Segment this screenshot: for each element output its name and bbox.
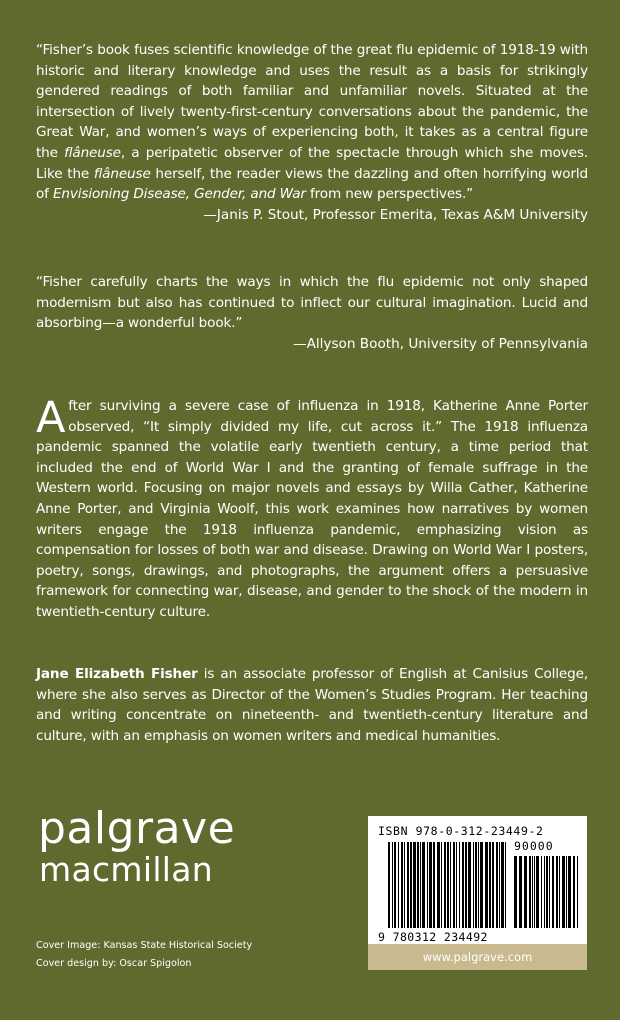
cover-image-credit: Cover Image: Kansas State Historical Society [36, 940, 253, 951]
isbn-label: ISBN 978-0-312-23449-2 [378, 824, 544, 838]
barcode-bar [388, 842, 390, 928]
barcode-bar [427, 842, 428, 928]
barcode-bar [489, 842, 491, 928]
barcode-bar [534, 856, 535, 928]
barcode-bar [456, 842, 457, 928]
barcode-bar [453, 842, 455, 928]
barcode-bar [450, 842, 451, 928]
barcode-bar [519, 856, 522, 928]
barcode-bar [532, 856, 533, 928]
barcode-bar [514, 856, 517, 928]
publisher-url: www.palgrave.com [368, 944, 587, 970]
barcode-bar [556, 856, 558, 928]
barcode-bar [417, 842, 419, 928]
barcode-bar [562, 856, 565, 928]
barcode-bar [401, 842, 403, 928]
publisher-logo [38, 803, 236, 889]
barcode-bar [480, 842, 483, 928]
barcode-bar [437, 842, 440, 928]
drop-cap: A [36, 393, 66, 443]
price-addon: 90000 [514, 839, 554, 853]
barcode-bar [433, 842, 435, 928]
barcode-bar [429, 842, 432, 928]
barcode-bar [404, 842, 405, 928]
barcode-bar [447, 842, 449, 928]
barcode-bar [524, 856, 527, 928]
barcode-bar [492, 842, 494, 928]
barcode-bar [485, 842, 488, 928]
barcode-bar [473, 842, 474, 928]
description-text: After surviving a severe case of influenza in 1918, Katherine Anne Porter observed, “It simply divided my life, cut across it.” The 1918 influenza pandemic spanned the volatile early twentieth century, a time period that included the end of World War I and the granting of female suffrage in the Western world. Focusing on major novels and essays by Willa Cather, Katherine Anne Porter, and Virginia Woolf, this work examines how narratives by women writers engage the 1918 influenza pandemic, emphasizing vision as compensation for losses of both war and disease. Drawing on World War I posters, poetry, songs, drawings, and photographs, the argument offers a persuasive framework for connecting war, disease, and gender to the shock of the modern in twentieth-century culture. [36, 393, 588, 620]
barcode-bar [475, 842, 477, 928]
barcode-bar [465, 842, 467, 928]
barcode-bar [444, 842, 446, 928]
barcode-bar [568, 856, 571, 928]
barcode-bar [392, 842, 393, 928]
barcode-bar [536, 856, 539, 928]
barcode-bar [552, 856, 554, 928]
ean-digits: 9 780312 234492 [378, 930, 488, 944]
cover-credits [36, 937, 252, 973]
bio-text: Jane Elizabeth Fisher is an associate professor of English at Canisius College, where she also serves as Director of the Women’s Studies Program. Her teaching and writing concentrate on nineteenth- and twentieth-century literature and culture, with an emphasis on women writers and medical humanities. [36, 666, 588, 744]
barcode-bar [505, 842, 506, 928]
barcode-bar [566, 856, 567, 928]
quote-attribution: —Janis P. Stout, Professor Emerita, Texas A&M University [203, 206, 588, 223]
barcode-bar [468, 842, 471, 928]
barcode-bar [410, 842, 412, 928]
barcode-bar [459, 842, 460, 928]
barcode-bar [496, 842, 498, 928]
barcode-bar [559, 856, 560, 928]
author-name: Jane Elizabeth Fisher [36, 666, 198, 682]
quote-text: “Fisher’s book fuses scientific knowledge of the great flu epidemic of 1918-19 with historic and literary knowledge and uses the result as a basis for strikingly gendered readings of both familiar and unfamiliar novels. Situated at the intersection of lively twenty-first-century conversations about the pandemic, the Great War, and women’s ways of experiencing both, it takes as a central figure the flâneuse, a peripatetic observer of the spectacle through which she moves. Like the flâneuse herself, the reader views the dazzling and often horrifying world of Envisioning Disease, Gender, and War from new perspectives.” [36, 42, 588, 203]
logo-palgrave: palgrave [38, 803, 236, 854]
barcode-bar [413, 842, 416, 928]
barcode-bar [573, 856, 575, 928]
barcode-bar [544, 856, 545, 928]
barcode-bar [422, 842, 425, 928]
review-quote-stout [36, 40, 588, 225]
barcode-bar [420, 842, 421, 928]
barcode-bar [499, 842, 500, 928]
barcode-bar [541, 856, 542, 928]
barcode-bar [462, 842, 464, 928]
cover-design-credit: Cover design by: Oscar Spigolon [36, 958, 192, 969]
barcode-bar [546, 856, 548, 928]
barcode-bar [441, 842, 442, 928]
book-description [36, 393, 588, 623]
barcode-bar [577, 856, 578, 928]
barcode-bar [501, 842, 504, 928]
review-quote-booth [36, 272, 588, 354]
barcode-bar [529, 856, 531, 928]
barcode-bar [407, 842, 409, 928]
quote-text: “Fisher carefully charts the ways in which the flu epidemic not only shaped modernism but also has continued to inflect our cultural imagination. Lucid and absorbing—a wonderful book.” [36, 274, 588, 332]
barcode-bar [549, 856, 550, 928]
quote-attribution: —Allyson Booth, University of Pennsylvania [292, 335, 588, 352]
barcode-bar [398, 842, 399, 928]
logo-macmillan: macmillan [39, 850, 214, 889]
author-bio [36, 664, 588, 746]
barcode-bar [478, 842, 479, 928]
barcode-bar [394, 842, 396, 928]
